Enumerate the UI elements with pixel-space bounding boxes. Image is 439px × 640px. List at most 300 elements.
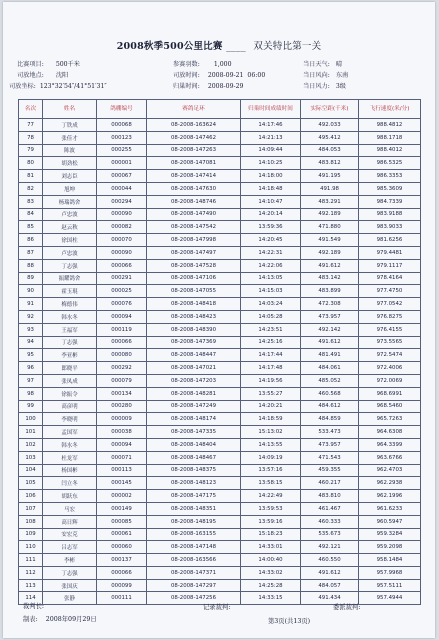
speed-cell: 981.6256 (359, 234, 421, 247)
loft-id-cell: 000090 (97, 208, 147, 221)
distance-cell: 473.957 (301, 310, 359, 323)
rank-cell: 78 (19, 131, 43, 144)
loft-id-cell: 000149 (97, 502, 147, 515)
ring-cell: 08-2008-148746 (147, 195, 241, 208)
table-row (19, 131, 421, 144)
ring-cell: 08-2008-147371 (147, 566, 241, 579)
speed-cell: 960.5947 (359, 515, 421, 528)
coords-info: 司放坐标: 123°32′54″/41°51′31″ (9, 83, 107, 90)
rank-cell: 92 (19, 310, 43, 323)
recorder-label: 记录裁判: (203, 604, 231, 611)
name-cell: 徐国柱 (43, 234, 97, 247)
loft-id-cell: 000060 (97, 541, 147, 554)
speed-cell: 962.2938 (359, 477, 421, 490)
distance-cell: 491.434 (301, 592, 359, 605)
loft-id-cell: 000292 (97, 362, 147, 375)
table-row (19, 541, 421, 554)
distance-cell: 483.291 (301, 195, 359, 208)
rank-cell: 110 (19, 541, 43, 554)
ring-cell: 08-2008-163624 (147, 119, 241, 132)
table-row (19, 426, 421, 439)
name-cell: 安宏克 (43, 528, 97, 541)
name-cell: 李晓明 (43, 413, 97, 426)
return-time-info: 归巢时间: 2008-09-29 (173, 83, 244, 90)
arrival-time-cell: 14:15:03 (241, 285, 301, 298)
name-cell: 韩水冬 (43, 310, 97, 323)
arrival-time-cell: 14:09:44 (241, 144, 301, 157)
distance-cell: 491.549 (301, 234, 359, 247)
speed-cell: 961.6233 (359, 502, 421, 515)
loft-id-cell: 000080 (97, 349, 147, 362)
race-title: 2008秋季500公里比赛 (116, 41, 223, 52)
ring-cell: 08-2008-147106 (147, 272, 241, 285)
rank-cell: 83 (19, 195, 43, 208)
table-row (19, 387, 421, 400)
rank-cell: 109 (19, 528, 43, 541)
arrival-time-cell: 14:17:46 (241, 119, 301, 132)
loft-id-cell: 000111 (97, 592, 147, 605)
rank-cell: 101 (19, 426, 43, 439)
ring-cell: 08-2008-163155 (147, 528, 241, 541)
loft-id-cell: 000090 (97, 246, 147, 259)
name-cell: 孟国军 (43, 426, 97, 439)
name-cell: 杜龙军 (43, 451, 97, 464)
name-cell: 马宏 (43, 502, 97, 515)
rank-cell: 84 (19, 208, 43, 221)
col-speed-header: 飞行速度(米/分) (359, 100, 421, 119)
rank-cell: 104 (19, 464, 43, 477)
ring-cell: 08-2008-147414 (147, 170, 241, 183)
made-by: 制表: 2008年09月29日 (23, 616, 97, 623)
speed-cell: 965.7263 (359, 413, 421, 426)
ring-cell: 08-2008-147297 (147, 579, 241, 592)
table-row (19, 374, 421, 387)
arrival-time-cell: 14:25:28 (241, 579, 301, 592)
loft-id-cell: 000294 (97, 195, 147, 208)
rank-cell: 106 (19, 490, 43, 503)
loft-id-cell: 000291 (97, 272, 147, 285)
arrival-time-cell: 14:20:21 (241, 400, 301, 413)
ring-cell: 08-2008-147528 (147, 259, 241, 272)
ring-cell: 08-2008-147542 (147, 221, 241, 234)
loft-id-cell: 000038 (97, 426, 147, 439)
table-row (19, 272, 421, 285)
participants-info: 参赛羽数: 1,000 (173, 61, 232, 68)
ring-cell: 08-2008-148174 (147, 413, 241, 426)
ring-cell: 08-2008-147462 (147, 131, 241, 144)
ring-cell: 08-2008-163566 (147, 554, 241, 567)
distance-cell: 484.057 (301, 579, 359, 592)
speed-cell: 963.6766 (359, 451, 421, 464)
arrival-time-cell: 14:20:45 (241, 234, 301, 247)
loft-id-cell: 000094 (97, 310, 147, 323)
name-cell: 振耀鸽舍 (43, 272, 97, 285)
loft-id-cell: 000099 (97, 579, 147, 592)
name-cell: 丁志强 (43, 259, 97, 272)
ring-cell: 08-2008-148447 (147, 349, 241, 362)
distance-cell: 484.612 (301, 400, 359, 413)
rank-cell: 79 (19, 144, 43, 157)
table-row (19, 336, 421, 349)
arrival-time-cell: 14:33:01 (241, 541, 301, 554)
speed-cell: 972.4006 (359, 362, 421, 375)
table-row (19, 502, 421, 515)
table-row (19, 362, 421, 375)
rank-cell: 113 (19, 579, 43, 592)
loft-id-cell: 000066 (97, 259, 147, 272)
speed-cell: 968.5460 (359, 400, 421, 413)
rank-cell: 89 (19, 272, 43, 285)
name-cell: 丁铁成 (43, 119, 97, 132)
ring-cell: 08-2008-148467 (147, 451, 241, 464)
rank-cell: 105 (19, 477, 43, 490)
loft-id-cell: 000082 (97, 221, 147, 234)
ring-cell: 08-2008-147630 (147, 182, 241, 195)
distance-cell: 459.355 (301, 464, 359, 477)
speed-cell: 973.5565 (359, 336, 421, 349)
arrival-time-cell: 14:19:56 (241, 374, 301, 387)
speed-cell: 959.3284 (359, 528, 421, 541)
arrival-time-cell: 13:58:15 (241, 477, 301, 490)
distance-cell: 460.333 (301, 515, 359, 528)
col-distance-header: 实际空距(千米) (301, 100, 359, 119)
table-row (19, 579, 421, 592)
wind-info: 当日风向: 东南 (303, 72, 349, 79)
loft-id-cell: 000061 (97, 528, 147, 541)
arrival-time-cell: 14:13:05 (241, 272, 301, 285)
rank-cell: 77 (19, 119, 43, 132)
speed-cell: 984.7339 (359, 195, 421, 208)
rank-cell: 98 (19, 387, 43, 400)
made-date: 2008年09月29日 (45, 616, 97, 623)
arrival-time-cell: 14:23:51 (241, 323, 301, 336)
distance-cell: 483.810 (301, 490, 359, 503)
loft-id-cell: 000134 (97, 387, 147, 400)
ring-cell: 08-2008-148123 (147, 477, 241, 490)
name-cell: 刘志臣 (43, 170, 97, 183)
rank-cell: 114 (19, 592, 43, 605)
ring-cell: 08-2008-147203 (147, 374, 241, 387)
table-row (19, 285, 421, 298)
speed-cell: 979.4481 (359, 246, 421, 259)
loft-id-cell: 000145 (97, 477, 147, 490)
loft-id-cell: 000067 (97, 170, 147, 183)
arrival-time-cell: 13:59:36 (241, 221, 301, 234)
ring-cell: 08-2008-148195 (147, 515, 241, 528)
name-cell: 李亚彬 (43, 349, 97, 362)
table-row (19, 144, 421, 157)
speed-cell: 988.1718 (359, 131, 421, 144)
name-cell: 徐振令 (43, 387, 97, 400)
arrival-time-cell: 14:20:14 (241, 208, 301, 221)
table-row (19, 310, 421, 323)
distance-cell: 484.053 (301, 144, 359, 157)
col-name-header: 姓名 (43, 100, 97, 119)
ring-cell: 08-2008-147497 (147, 246, 241, 259)
distance-cell: 484.859 (301, 413, 359, 426)
distance-cell: 492.189 (301, 246, 359, 259)
table-row (19, 477, 421, 490)
ring-cell: 08-2008-147998 (147, 234, 241, 247)
ring-cell: 08-2008-147148 (147, 541, 241, 554)
name-cell: 胡跃东 (43, 490, 97, 503)
speed-cell: 977.4750 (359, 285, 421, 298)
ring-cell: 08-2008-147256 (147, 592, 241, 605)
rank-cell: 87 (19, 246, 43, 259)
name-cell: 霍玉琨 (43, 285, 97, 298)
rank-cell: 88 (19, 259, 43, 272)
rank-cell: 97 (19, 374, 43, 387)
speed-cell: 979.1117 (359, 259, 421, 272)
table-row (19, 451, 421, 464)
race-item-info: 比赛项目: 500千米 (17, 61, 80, 68)
speed-cell: 988.4812 (359, 119, 421, 132)
distance-cell: 485.052 (301, 374, 359, 387)
col-arrival-time-header: 归巢时间成绩时间 (241, 100, 301, 119)
distance-cell: 484.061 (301, 362, 359, 375)
speed-cell: 968.6991 (359, 387, 421, 400)
result-sheet (3, 2, 435, 638)
distance-cell: 492.189 (301, 208, 359, 221)
name-cell: 郎晓平 (43, 362, 97, 375)
distance-cell: 491.612 (301, 566, 359, 579)
ring-cell: 08-2008-147249 (147, 400, 241, 413)
distance-cell: 483.899 (301, 285, 359, 298)
name-cell: 梅德伟 (43, 298, 97, 311)
loft-id-cell: 000085 (97, 515, 147, 528)
arrival-time-cell: 14:18:59 (241, 413, 301, 426)
speed-cell: 962.1996 (359, 490, 421, 503)
speed-cell: 988.4012 (359, 144, 421, 157)
rank-cell: 102 (19, 438, 43, 451)
arrival-time-cell: 14:10:47 (241, 195, 301, 208)
name-cell: 张佳才 (43, 131, 97, 144)
name-cell: 李彬 (43, 554, 97, 567)
distance-cell: 461.467 (301, 502, 359, 515)
loft-id-cell: 000137 (97, 554, 147, 567)
referee-label: 裁判长: (23, 603, 45, 610)
loft-id-cell: 000068 (97, 119, 147, 132)
table-row (19, 246, 421, 259)
release-time-info: 司放时间: 2008-09-21 06:00 (173, 72, 266, 79)
rank-cell: 93 (19, 323, 43, 336)
speed-cell: 976.4155 (359, 323, 421, 336)
table-row (19, 323, 421, 336)
race-subtitle: 双关特比第一关 (253, 41, 322, 52)
arrival-time-cell: 13:59:16 (241, 515, 301, 528)
rank-cell: 91 (19, 298, 43, 311)
loft-id-cell: 000119 (97, 323, 147, 336)
ring-cell: 08-2008-147263 (147, 144, 241, 157)
page-title: 2008秋季500公里比赛 ____ 双关特比第一关 (116, 41, 322, 52)
loft-id-cell: 000123 (97, 131, 147, 144)
distance-cell: 473.957 (301, 438, 359, 451)
name-cell: 赵云秋 (43, 221, 97, 234)
col-rank-header: 名次 (19, 100, 43, 119)
loft-id-cell: 000094 (97, 438, 147, 451)
table-row (19, 554, 421, 567)
name-cell: 张静 (43, 592, 97, 605)
loft-id-cell: 000066 (97, 566, 147, 579)
speed-cell: 986.3353 (359, 170, 421, 183)
speed-cell: 972.0069 (359, 374, 421, 387)
ring-cell: 08-2008-148375 (147, 464, 241, 477)
distance-cell: 535.673 (301, 528, 359, 541)
ring-cell: 08-2008-148390 (147, 323, 241, 336)
distance-cell: 491.612 (301, 259, 359, 272)
distance-cell: 492.121 (301, 541, 359, 554)
ring-cell: 08-2008-147055 (147, 285, 241, 298)
arrival-time-cell: 14:17:44 (241, 349, 301, 362)
speed-cell: 983.9188 (359, 208, 421, 221)
distance-cell: 471.543 (301, 451, 359, 464)
table-row (19, 157, 421, 170)
speed-cell: 957.5111 (359, 579, 421, 592)
table-row (19, 400, 421, 413)
loft-id-cell: 000025 (97, 285, 147, 298)
ring-cell: 08-2008-147081 (147, 157, 241, 170)
distance-cell: 492.142 (301, 323, 359, 336)
arrival-time-cell: 14:17:48 (241, 362, 301, 375)
rank-cell: 94 (19, 336, 43, 349)
arrival-time-cell: 14:25:16 (241, 336, 301, 349)
loft-id-cell: 000071 (97, 451, 147, 464)
name-cell: 张国庆 (43, 579, 97, 592)
rank-cell: 112 (19, 566, 43, 579)
arrival-time-cell: 14:00:40 (241, 554, 301, 567)
distance-cell: 491.98 (301, 182, 359, 195)
name-cell: 胡劲松 (43, 157, 97, 170)
name-cell: 卢忠波 (43, 246, 97, 259)
name-cell: 王福军 (43, 323, 97, 336)
table-row (19, 515, 421, 528)
speed-cell: 978.4164 (359, 272, 421, 285)
committee-label: 委派裁判: (333, 604, 361, 611)
arrival-time-cell: 15:13:02 (241, 426, 301, 439)
table-row (19, 119, 421, 132)
name-cell: 杨国彬 (43, 464, 97, 477)
name-cell: 杨瑞鸽舍 (43, 195, 97, 208)
distance-cell: 491.612 (301, 336, 359, 349)
rank-cell: 108 (19, 515, 43, 528)
rank-cell: 99 (19, 400, 43, 413)
name-cell: 高彦明 (43, 400, 97, 413)
distance-cell: 471.880 (301, 221, 359, 234)
ring-cell: 08-2008-148351 (147, 502, 241, 515)
distance-cell: 492.033 (301, 119, 359, 132)
speed-cell: 957.4944 (359, 592, 421, 605)
ring-cell: 08-2008-148423 (147, 310, 241, 323)
speed-cell: 962.4703 (359, 464, 421, 477)
table-row (19, 195, 421, 208)
name-cell: 韩水冬 (43, 438, 97, 451)
speed-cell: 964.3399 (359, 438, 421, 451)
arrival-time-cell: 14:21:13 (241, 131, 301, 144)
rank-cell: 96 (19, 362, 43, 375)
table-header (19, 100, 421, 119)
col-loft-id-header: 鸽棚编号 (97, 100, 147, 119)
arrival-time-cell: 14:18:48 (241, 182, 301, 195)
rank-cell: 86 (19, 234, 43, 247)
loft-id-cell: 000001 (97, 157, 147, 170)
ring-cell: 08-2008-147335 (147, 426, 241, 439)
distance-cell: 483.812 (301, 157, 359, 170)
name-cell: 丁志强 (43, 566, 97, 579)
weather-info: 当日天气: 晴 (303, 61, 342, 68)
loft-id-cell: 000070 (97, 234, 147, 247)
table-row (19, 438, 421, 451)
table-row (19, 464, 421, 477)
loft-id-cell: 000044 (97, 182, 147, 195)
speed-cell: 983.9033 (359, 221, 421, 234)
rank-cell: 111 (19, 554, 43, 567)
arrival-time-cell: 14:22:49 (241, 490, 301, 503)
loft-id-cell: 000113 (97, 464, 147, 477)
speed-cell: 986.5325 (359, 157, 421, 170)
table-row (19, 221, 421, 234)
rank-cell: 103 (19, 451, 43, 464)
distance-cell: 460.217 (301, 477, 359, 490)
speed-cell: 976.8275 (359, 310, 421, 323)
distance-cell: 491.195 (301, 170, 359, 183)
rank-cell: 85 (19, 221, 43, 234)
distance-cell: 460.568 (301, 387, 359, 400)
speed-cell: 977.0542 (359, 298, 421, 311)
table-row (19, 170, 421, 183)
release-place-info: 司放地点: 沈阳 (17, 72, 69, 79)
speed-cell: 972.5474 (359, 349, 421, 362)
speed-cell: 985.3609 (359, 182, 421, 195)
ring-cell: 08-2008-147175 (147, 490, 241, 503)
name-cell: 闫立冬 (43, 477, 97, 490)
ring-cell: 08-2008-147490 (147, 208, 241, 221)
rank-cell: 81 (19, 170, 43, 183)
arrival-time-cell: 14:13:55 (241, 438, 301, 451)
distance-cell: 460.550 (301, 554, 359, 567)
speed-cell: 957.9968 (359, 566, 421, 579)
name-cell: 丁志强 (43, 336, 97, 349)
arrival-time-cell: 13:57:16 (241, 464, 301, 477)
name-cell: 高日辉 (43, 515, 97, 528)
ring-cell: 08-2008-148404 (147, 438, 241, 451)
distance-cell: 533.473 (301, 426, 359, 439)
name-cell: 张凤成 (43, 374, 97, 387)
name-cell: 陈波 (43, 144, 97, 157)
table-row (19, 259, 421, 272)
ring-cell: 08-2008-147021 (147, 362, 241, 375)
rank-cell: 95 (19, 349, 43, 362)
arrival-time-cell: 14:03:24 (241, 298, 301, 311)
speed-cell: 959.2098 (359, 541, 421, 554)
arrival-time-cell: 14:33:15 (241, 592, 301, 605)
table-row (19, 298, 421, 311)
loft-id-cell: 000066 (97, 336, 147, 349)
loft-id-cell: 000009 (97, 413, 147, 426)
arrival-time-cell: 15:18:23 (241, 528, 301, 541)
results-table (18, 99, 421, 605)
distance-cell: 481.491 (301, 349, 359, 362)
loft-id-cell: 000255 (97, 144, 147, 157)
table-row (19, 490, 421, 503)
rank-cell: 107 (19, 502, 43, 515)
speed-cell: 958.1484 (359, 554, 421, 567)
loft-id-cell: 000002 (97, 490, 147, 503)
page-number: 第3页(共13页) (268, 618, 311, 625)
ring-cell: 08-2008-148418 (147, 298, 241, 311)
rank-cell: 100 (19, 413, 43, 426)
name-cell: 吕志军 (43, 541, 97, 554)
arrival-time-cell: 14:05:28 (241, 310, 301, 323)
